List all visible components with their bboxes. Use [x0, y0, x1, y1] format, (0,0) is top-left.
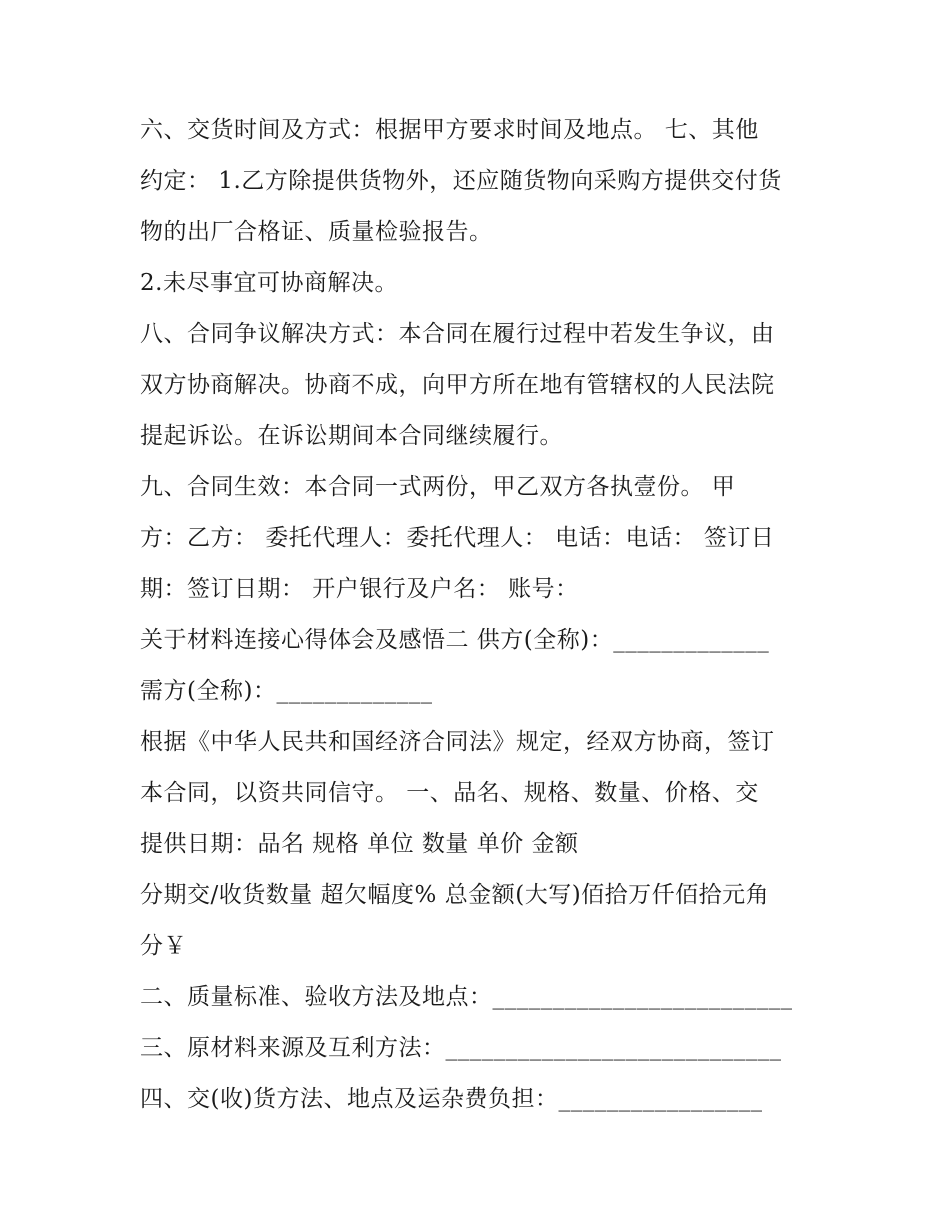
text-line-18: 二、质量标准、验收方法及地点：_________________________	[140, 984, 793, 1010]
text-line-10: 期：签订日期： 开户银行及户名： 账号：	[140, 576, 579, 602]
text-line-8: 九、合同生效：本合同一式两份，甲乙双方各执壹份。 甲	[140, 474, 736, 500]
text-line-17: 分￥	[140, 933, 187, 959]
text-line-13: 根据《中华人民共和国经济合同法》规定，经双方协商，签订	[140, 729, 775, 755]
text-line-1: 六、交货时间及方式：根据甲方要求时间及地点。 七、其他	[140, 117, 759, 143]
text-line-14: 本合同，以资共同信守。 一、品名、规格、数量、价格、交	[140, 780, 759, 806]
text-line-5: 八、合同争议解决方式：本合同在履行过程中若发生争议，由	[140, 321, 775, 347]
text-line-2: 约定： 1.乙方除提供货物外，还应随货物向采购方提供交付货	[140, 168, 782, 194]
text-line-4: 2.未尽事宜可协商解决。	[140, 270, 398, 296]
text-line-19: 三、原材料来源及互利方法：____________________________	[140, 1035, 782, 1061]
text-line-12: 需方(全称)：_____________	[140, 678, 433, 704]
text-line-15: 提供日期：品名 规格 单位 数量 单价 金额	[140, 831, 579, 857]
text-line-7: 提起诉讼。在诉讼期间本合同继续履行。	[140, 423, 563, 449]
text-line-20: 四、交(收)货方法、地点及运杂费负担：_________________	[140, 1086, 763, 1112]
text-line-16: 分期交/收货数量 超欠幅度% 总金额(大写)佰拾万仟佰拾元角	[140, 882, 770, 908]
text-line-11: 关于材料连接心得体会及感悟二 供方(全称)：_____________	[140, 627, 770, 653]
text-line-6: 双方协商解决。协商不成，向甲方所在地有管辖权的人民法院	[140, 372, 775, 398]
text-line-3: 物的出厂合格证、质量检验报告。	[140, 219, 493, 245]
text-line-9: 方：乙方： 委托代理人：委托代理人： 电话：电话： 签订日	[140, 525, 775, 551]
